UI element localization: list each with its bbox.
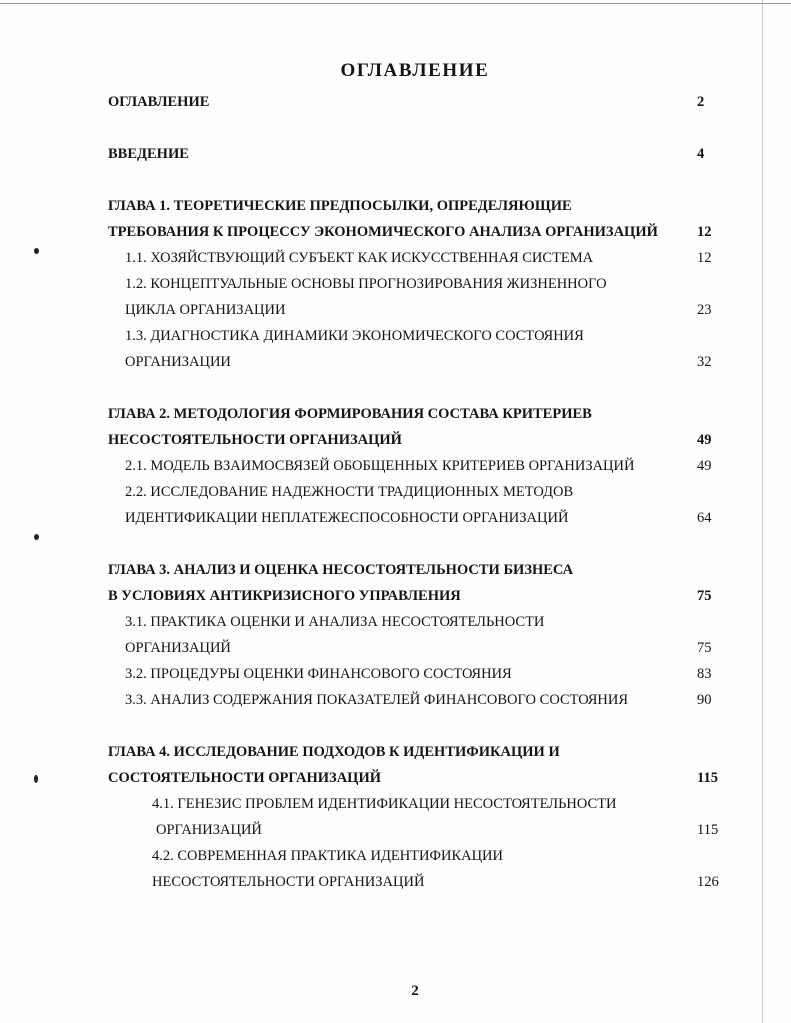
toc-section-3-3: 3.3. АНАЛИЗ СОДЕРЖАНИЯ ПОКАЗАТЕЛЕЙ ФИНАНСОВОГО СОСТОЯНИЯ	[125, 692, 629, 708]
toc-section-1-3-line-1: 1.3. ДИАГНОСТИКА ДИНАМИКИ ЭКОНОМИЧЕСКОГО СОСТОЯНИЯ	[125, 328, 584, 344]
toc-page: 75	[697, 588, 712, 604]
toc-page: 23	[697, 302, 712, 318]
toc-page: 75	[697, 640, 712, 656]
toc-section-4-2-line-1: 4.2. СОВРЕМЕННАЯ ПРАКТИКА ИДЕНТИФИКАЦИИ	[152, 848, 503, 864]
toc-section-3-1-line-2: ОРГАНИЗАЦИЙ	[125, 640, 231, 656]
toc-page: 12	[697, 250, 712, 266]
toc-page: 4	[697, 146, 705, 162]
toc-section-4-1-line-2: ОРГАНИЗАЦИЙ	[156, 822, 262, 838]
toc-chapter-1-line-2: ТРЕБОВАНИЯ К ПРОЦЕССУ ЭКОНОМИЧЕСКОГО АНАЛИЗА ОРГАНИЗАЦИЙ	[108, 224, 658, 240]
scan-speck	[34, 248, 39, 254]
toc-page: 83	[697, 666, 712, 682]
toc-section-2-2-line-1: 2.2. ИССЛЕДОВАНИЕ НАДЕЖНОСТИ ТРАДИЦИОННЫХ МЕТОДОВ	[125, 484, 574, 500]
toc-section-1-2-line-1: 1.2. КОНЦЕПТУАЛЬНЫЕ ОСНОВЫ ПРОГНОЗИРОВАНИЯ ЖИЗНЕННОГО	[125, 276, 607, 292]
toc-page: 64	[697, 510, 712, 526]
toc-page: 2	[697, 94, 705, 110]
toc-section-1-1: 1.1. ХОЗЯЙСТВУЮЩИЙ СУБЪЕКТ КАК ИСКУССТВЕННАЯ СИСТЕМА	[125, 250, 594, 266]
toc-chapter-3-line-1: ГЛАВА 3. АНАЛИЗ И ОЦЕНКА НЕСОСТОЯТЕЛЬНОСТИ БИЗНЕСА	[108, 562, 574, 578]
scan-speck	[34, 775, 38, 783]
toc-section-4-2-line-2: НЕСОСТОЯТЕЛЬНОСТИ ОРГАНИЗАЦИЙ	[152, 874, 425, 890]
toc-page: 32	[697, 354, 712, 370]
scan-right-border	[762, 0, 763, 1023]
toc-chapter-2-line-2: НЕСОСТОЯТЕЛЬНОСТИ ОРГАНИЗАЦИЙ	[108, 432, 402, 448]
toc-section-3-1-line-1: 3.1. ПРАКТИКА ОЦЕНКИ И АНАЛИЗА НЕСОСТОЯТЕЛЬНОСТИ	[125, 614, 545, 630]
toc-page: 115	[697, 770, 718, 786]
toc-section-2-1: 2.1. МОДЕЛЬ ВЗАИМОСВЯЗЕЙ ОБОБЩЕННЫХ КРИТЕРИЕВ ОРГАНИЗАЦИЙ	[125, 458, 635, 474]
toc-chapter-4-line-1: ГЛАВА 4. ИССЛЕДОВАНИЕ ПОДХОДОВ К ИДЕНТИФИКАЦИИ И	[108, 744, 560, 760]
toc-page: 49	[697, 458, 712, 474]
toc-section-3-2: 3.2. ПРОЦЕДУРЫ ОЦЕНКИ ФИНАНСОВОГО СОСТОЯНИЯ	[125, 666, 512, 682]
toc-section-1-3-line-2: ОРГАНИЗАЦИИ	[125, 354, 231, 370]
toc-chapter-4-line-2: СОСТОЯТЕЛЬНОСТИ ОРГАНИЗАЦИЙ	[108, 770, 382, 786]
toc-entry-toc: ОГЛАВЛЕНИЕ	[108, 94, 210, 110]
toc-page: 126	[697, 874, 719, 890]
toc-page: 115	[697, 822, 719, 838]
toc-page: 49	[697, 432, 712, 448]
page-number: 2	[411, 983, 419, 999]
scan-speck	[34, 534, 39, 540]
toc-chapter-1-line-1: ГЛАВА 1. ТЕОРЕТИЧЕСКИЕ ПРЕДПОСЫЛКИ, ОПРЕДЕЛЯЮЩИЕ	[108, 198, 572, 214]
toc-section-4-1-line-1: 4.1. ГЕНЕЗИС ПРОБЛЕМ ИДЕНТИФИКАЦИИ НЕСОСТОЯТЕЛЬНОСТИ	[152, 796, 617, 812]
toc-section-1-2-line-2: ЦИКЛА ОРГАНИЗАЦИИ	[125, 302, 286, 318]
scan-top-border	[0, 3, 791, 4]
toc-chapter-3-line-2: В УСЛОВИЯХ АНТИКРИЗИСНОГО УПРАВЛЕНИЯ	[108, 588, 461, 604]
toc-entry-intro: ВВЕДЕНИЕ	[108, 146, 189, 162]
page-title: ОГЛАВЛЕНИЕ	[340, 60, 490, 81]
toc-section-2-2-line-2: ИДЕНТИФИКАЦИИ НЕПЛАТЕЖЕСПОСОБНОСТИ ОРГАНИЗАЦИЙ	[125, 510, 569, 526]
toc-page: 12	[697, 224, 712, 240]
toc-chapter-2-line-1: ГЛАВА 2. МЕТОДОЛОГИЯ ФОРМИРОВАНИЯ СОСТАВА КРИТЕРИЕВ	[108, 406, 592, 422]
toc-page: 90	[697, 692, 712, 708]
